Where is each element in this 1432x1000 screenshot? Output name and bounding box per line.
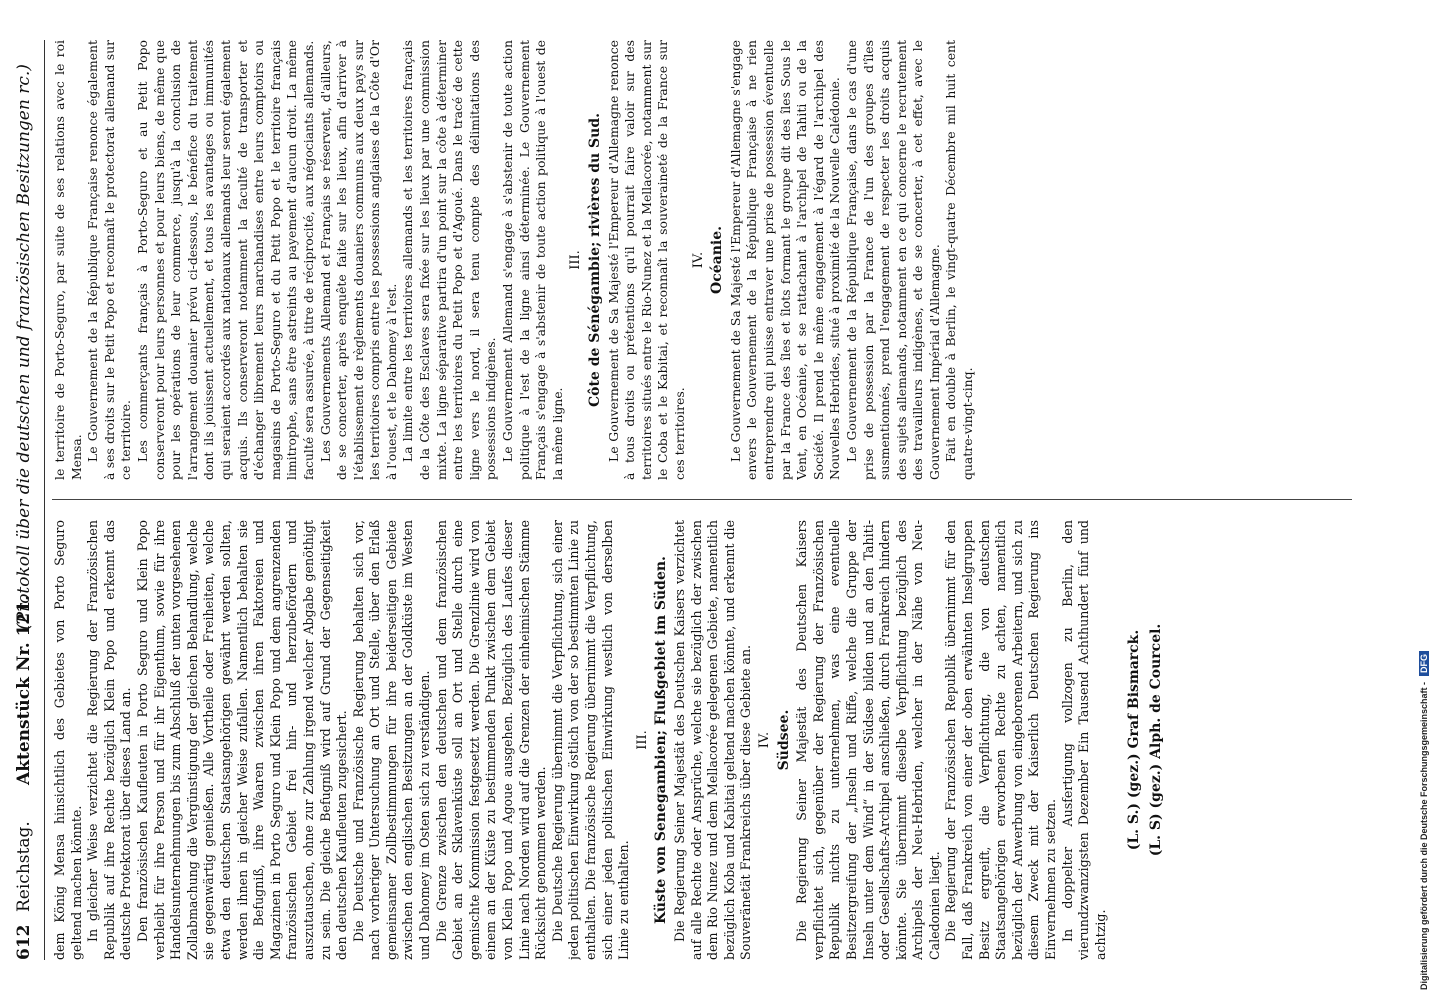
de-paragraph-3: Den französischen Kaufleuten in Porto Seguro und Klein Popo verbleibt für ihre Person und für ihr Eigenthum, sowie für ihre Handelsunternehmungen bis zum Abschluß der unten vorgesehenen Zollabmachung die Vergünstigung der gleichen Behandlung, welche sie gegenwärtig genießen. Alle Vortheile oder Freiheiten, welche etwa den deutschen Staatsangehörigen gewährt werden sollten, werden ihnen in gleicher Weise zufallen. Namentlich behalten sie die Befugniß, ihre Waaren zwischen ihren Faktoreien und Magazinen in Porto Seguro und Klein Popo und dem angrenzenden französischen Gebiet frei hin- und herzubefördern und auszutauschen, ohne zur Zahlung irgend welcher Abgabe genöthigt zu sein. Die gleiche Befugniß wird auf Grund der Gegenseitigkeit den deutschen Kaufleuten zugesichert. bbox=[134, 520, 350, 960]
fr-section-3-number: III. bbox=[568, 250, 584, 270]
de-paragraph-8: Die Regierung Seiner Majestät des Deutschen Kaisers verpflichtet sich, gegenüber der Regierung der Französischen Republik nichts zu unternehmen, was eine eventuelle Besitzergreifung der „Inseln und Riffe, welche die Gruppe der Inseln unter dem Wind“ in der Südsee bilden und an den Tahiti- oder Gesellschafts-Archipel anschließen, durch Frankreich hindern könnte. Sie übernimmt dieselbe Verpflichtung bezüglich des Archipels der Neu-Hebriden, welcher in der Nähe von Neu-Caledonien liegt. bbox=[794, 520, 942, 960]
de-paragraph-1: dem König Mensa hinsichtlich des Gebietes von Porto Seguro geltend machen könnte. bbox=[52, 520, 84, 960]
de-section-4-number: IV. bbox=[756, 731, 772, 749]
fr-paragraph-2: Le Gouvernement de la République Française renonce également à ses droits sur le Petit Popo et reconnaît le protectorat allemand sur ce territoire. bbox=[85, 40, 134, 480]
digitization-text: Digitalisierung gefördert durch die Deutsche Forschungsgemeinschaft - bbox=[1419, 681, 1429, 990]
fr-paragraph-4: Les Gouvernements Allemand et Français se réservent, d'ailleurs, de se concerter, après enquête faite sur les lieux, afin d'arriver à l'établissement de règlements douaniers communs aux deux pays sur les territoires compris entre les possessions anglaises de la Côte d'Or à l'ouest, et le Dahomey à l'est. bbox=[317, 40, 399, 480]
de-section-3-title: Küste von Senegambien; Flußgebiet im Süden. bbox=[653, 556, 670, 924]
signature-bismarck: (L. S.) (gez.) Graf Bismarck. bbox=[1126, 629, 1143, 851]
dfg-logo: DFG bbox=[1419, 651, 1429, 676]
fr-paragraph-7: Le Gouvernement de Sa Majesté l'Empereur d'Allemagne renonce à tous droits ou prétentions qu'il pourrait faire valoir sur des territoires situés entre le Rio-Nunez et la Mellacorée, notamment sur le Coba et le Kabitai, et reconnaît la souveraineté de la France sur ces territoires. bbox=[605, 40, 687, 480]
signatures bbox=[1123, 520, 1167, 960]
fr-paragraph-1: le territoire de Porto-Seguro, par suite de ses relations avec le roi Mensa. bbox=[52, 40, 84, 480]
de-paragraph-6: Die Deutsche Regierung übernimmt die Verpflichtung, sich einer jeden politischen Einwirkung östlich von der so bestimmten Linie zu enthalten. Die französische Regierung übernimmt die Verpflichtung, sich einer jeden politischen Einwirkung westlich von derselben Linie zu enthalten. bbox=[549, 520, 632, 960]
de-paragraph-5: Die Grenze zwischen den deutschen und dem französischen Gebiet an der Sklavenküste soll an Ort und Stelle durch eine gemischte Kommission festgesetzt werden. Die Grenzlinie wird von einem an der Küste zu bestimmenden Punkt zwischen dem Gebiet von Klein Popo und Agoue ausgehen. Bezüglich des Laufes dieser Linie nach Norden wird auf die Grenzen der einheimischen Stämme Rücksicht genommen werden. bbox=[433, 520, 549, 960]
de-paragraph-10: In doppelter Ausfertigung vollzogen zu Berlin, den vierundzwanzigsten Dezember Ein Tausend Achthundert fünf und achtzig. bbox=[1059, 520, 1108, 960]
column-divider bbox=[52, 499, 1352, 500]
fr-section-4-number: IV. bbox=[690, 251, 706, 269]
digitization-note bbox=[1419, 651, 1429, 990]
header-aktenstueck: Aktenstück Nr. 121. bbox=[14, 594, 34, 785]
fr-paragraph-8: Le Gouvernement de Sa Majesté l'Empereur d'Allemagne s'engage envers le Gouvernement de la République Française à ne rien entreprendre qui puisse entraver une prise de possession éventuelle par la France des îles et îlots formant le groupe dit des îles Sous le Vent, en Océanie, et se rattachant à l'archipel de Tahiti ou de la Société. Il prend le même engagement à l'égard de l'archipel des Nouvelles Hebrides, situé à proximité de la Nouvelle Calédonie. bbox=[727, 40, 843, 480]
de-paragraph-4: Die Deutsche und Französische Regierung behalten sich vor, nach vorheriger Untersuchung an Ort und Stelle, über den Erlaß gemeinsamer Zollbestimmungen für ihre beiderseitigen Gebiete zwischen den englischen Besitzungen an der Goldküste im Westen und Dahomey im Osten sich zu verständigen. bbox=[350, 520, 433, 960]
header-protokoll: (Protokoll über die deutschen und französischen Besitzungen rc.) bbox=[14, 64, 34, 630]
de-paragraph-7: Die Regierung Seiner Majestät des Deutschen Kaisers verzichtet auf alle Rechte oder Ansprüche, welche sie bezüglich der zwischen dem Rio Nunez und dem Mellacorée gelegenen Gebiete, namentlich bezüglich Koba und Kabitai geltend machen könnte, und erkennt die Souveränetät Frankreichs über diese Gebiete an. bbox=[671, 520, 754, 960]
signature-courcel: (L. S) (gez.) Alph. de Courcel. bbox=[1148, 623, 1165, 857]
fr-section-4-title: Océanie. bbox=[709, 226, 726, 294]
french-column bbox=[52, 40, 1392, 480]
page-header bbox=[14, 40, 44, 960]
header-rule bbox=[44, 40, 45, 960]
fr-section-3-title: Côte de Sénégambie; rivières du Sud. bbox=[587, 112, 603, 408]
de-paragraph-2: In gleicher Weise verzichtet die Regierung der Französischen Republik auf ihre Rechte bezüglich Klein Popo und erkennt das deutsche Protektorat über dieses Land an. bbox=[85, 520, 134, 960]
de-paragraph-9: Die Regierung der Französischen Republik übernimmt für den Fall, daß Frankreich von einer der oben erwähnten Inselgruppen Besitz ergreift, die Verpflichtung, die von deutschen Staatsangehörigen erworbenen Rechte zu achten, namentlich bezüglich der Anwerbung von eingeborenen Arbeitern, und sich zu diesem Zweck mit der Kaiserlich Deutschen Regierung ins Einvernehmen zu setzen. bbox=[943, 520, 1059, 960]
page-number: 612 bbox=[14, 924, 34, 960]
fr-paragraph-6: Le Gouvernement Allemand s'engage à s'abstenir de toute action politique à l'est de la ligne ainsi déterminée. Le Gouvernement Français s'engage à s'abstenir de toute action politique à l'ouest de la même ligne. bbox=[500, 40, 565, 480]
fr-paragraph-3: Les commerçants français à Porto-Seguro et au Petit Popo conserveront pour leurs personnes et pour leurs biens, de même que pour les opérations de leur commerce, jusqu'à la conclusion de l'arrangement douanier prévu ci-dessous, le bénéfice du traitement dont ils jouissent actuellement, et tous les avantages ou immunités qui seraient accordés aux nationaux allemands leur seront également acquis. Ils conserveront notamment la faculté de transporter et d'échanger librement leurs marchandises entre leurs comptoirs ou magasins de Porto-Seguro et du Petit Popo et le territoire français limitrophe, sans être astreints au payement d'aucun droit. La même faculté sera assurée, à titre de réciprocité, aux négociants allemands. bbox=[134, 40, 316, 480]
fr-paragraph-5: La limite entre les territoires allemands et les territoires français de la Côte des Esclaves sera fixée sur les lieux par une commission mixte. La ligne séparative partira d'un point sur la côte à déterminer entre les territoires du Petit Popo et d'Agoué. Dans le tracé de cette ligne vers le nord, il sera tenu compte des délimitations des possessions indigènes. bbox=[400, 40, 499, 480]
fr-paragraph-10: Fait en double à Berlin, le vingt-quatre Décembre mil huit cent quatre-vingt-cinq. bbox=[943, 40, 976, 480]
de-section-3-number: III. bbox=[634, 730, 650, 750]
de-section-4-title: Südsee. bbox=[775, 709, 792, 771]
header-reichstag: Reichstag. bbox=[14, 821, 34, 912]
german-column bbox=[52, 520, 1392, 960]
fr-paragraph-9: Le Gouvernement de la République Française, dans le cas d'une prise de possession par la France de l'un des groupes d'îles susmentionnés, prend l'engagement de respecter les droits acquis des sujets allemands, notamment en ce qui concerne le recrutement des travailleurs indigènes, et de se concerter, à cet effet, avec le Gouvernement Impérial d'Allemagne. bbox=[843, 40, 942, 480]
